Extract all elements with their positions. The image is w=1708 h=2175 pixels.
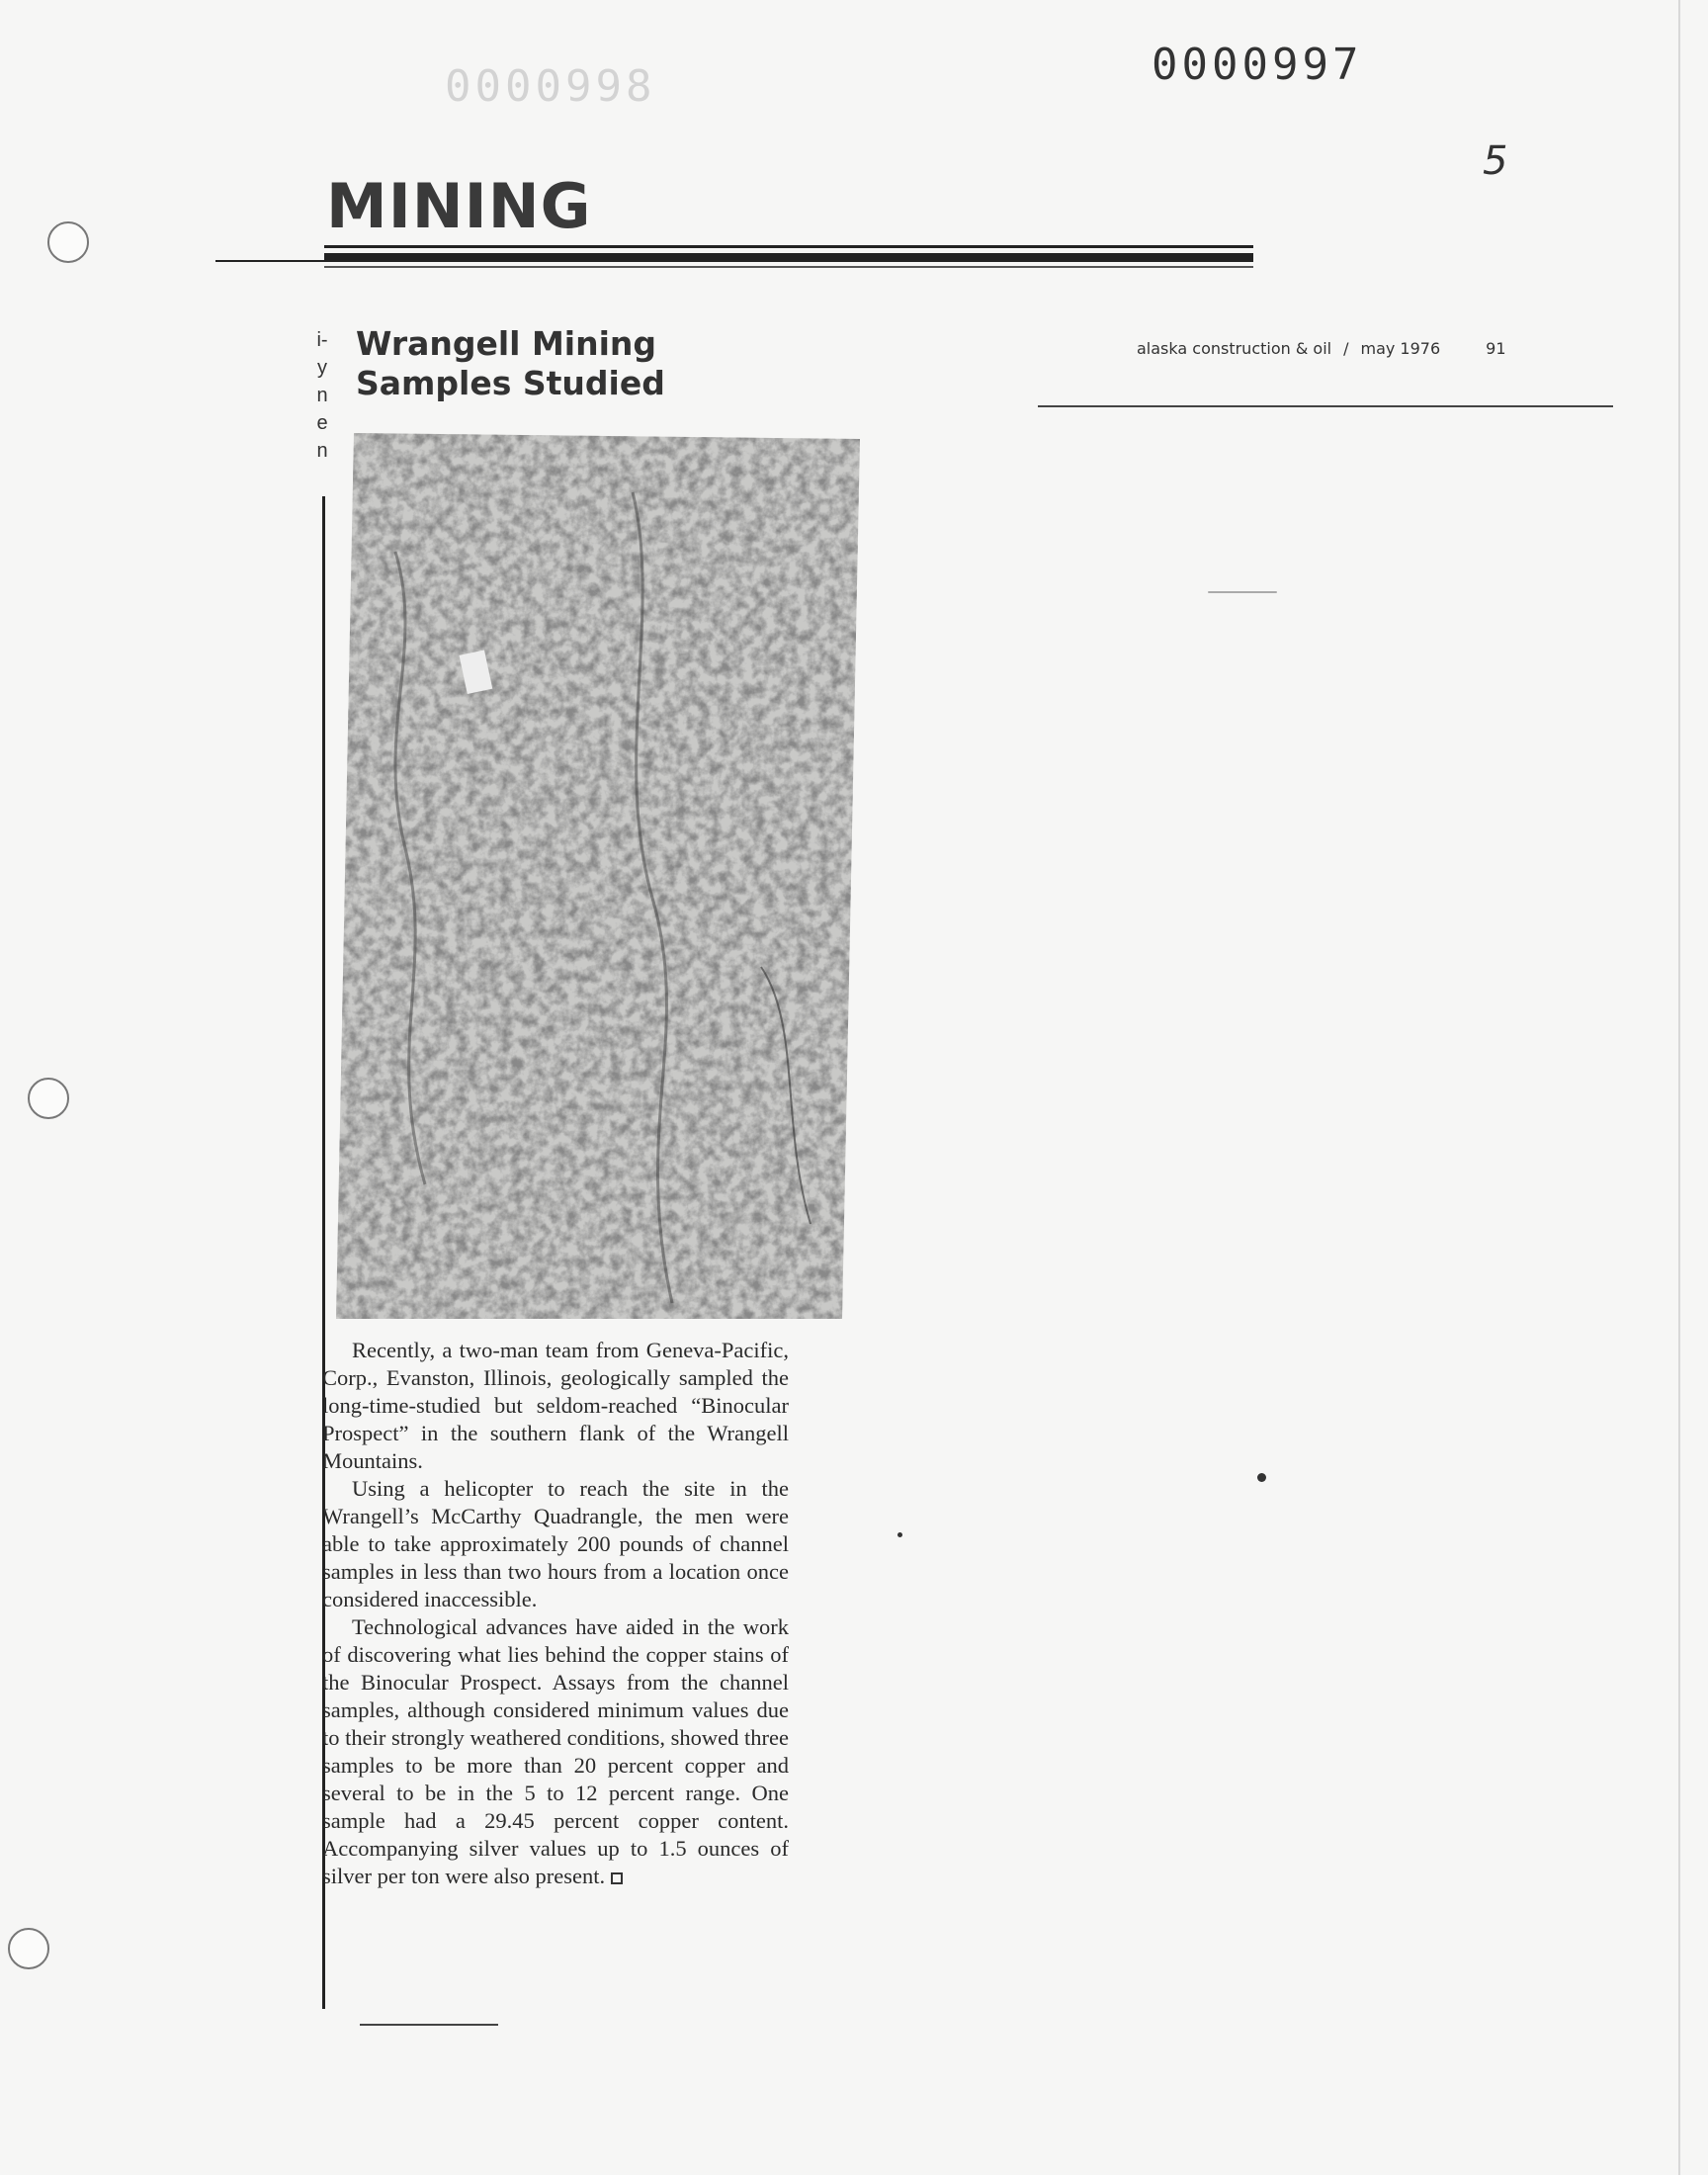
faded-document-number: 0000998	[445, 61, 656, 112]
article-end-rule	[360, 2024, 498, 2026]
margin-letter: n	[316, 440, 328, 462]
square-end-mark-icon	[611, 1872, 623, 1884]
article-paragraph-1: Recently, a two-man team from Geneva-Pacific, Corp., Evanston, Illinois, geologically sampled the long-time-studied but seldom-reached “Binocular Prospect” in the southern flank of the Wrangell Mountains.	[322, 1338, 789, 1473]
margin-letter: n	[316, 385, 328, 406]
article-paragraph-2: Using a helicopter to reach the site in the Wrangell’s McCarthy Quadrangle, the men were able to take approximately 200 pounds of channel samples in less than two hours from a location once considered inaccessible.	[322, 1476, 789, 1611]
punch-hole-top	[47, 221, 89, 263]
byline-separator: /	[1343, 339, 1349, 358]
byline-rule	[1038, 405, 1613, 407]
publication-name: alaska construction & oil	[1137, 339, 1332, 358]
margin-letters	[312, 326, 332, 465]
headline-line-2: Samples Studied	[356, 364, 665, 402]
article-paragraph-3	[322, 1613, 789, 1890]
publication-page-number: 91	[1486, 339, 1506, 358]
publication-date: may 1976	[1360, 339, 1441, 358]
publication-byline	[1137, 339, 1506, 358]
article-headline	[356, 324, 751, 403]
section-rule-thick	[324, 253, 1253, 262]
section-rule-thin-left	[215, 260, 324, 262]
margin-letter: e	[316, 412, 328, 434]
document-number: 0000997	[1152, 40, 1363, 90]
article-body	[322, 1337, 789, 1890]
section-title: MINING	[326, 170, 592, 242]
section-rule-underline	[324, 266, 1253, 268]
margin-letter: i-	[316, 329, 328, 351]
margin-letter: y	[317, 357, 327, 379]
ink-speck	[1208, 591, 1277, 593]
headline-line-1: Wrangell Mining	[356, 324, 657, 363]
section-rule-thin	[324, 245, 1253, 248]
article-paragraph-3-text: Technological advances have aided in the work of discovering what lies behind the copper stains of the Binocular Prospect. Assays from the channel samples, although considered minimum values due to their strongly weathered conditions, showed three samples to be more than 20 percent copper and several to be in the 5 to 12 percent range. One sample had a 29.45 percent copper content. Accompanying silver values up to 1.5 ounces of silver per ton were also present.	[322, 1614, 789, 1888]
punch-hole-bottom	[8, 1928, 49, 1969]
handwritten-page-mark: 5	[1483, 138, 1508, 184]
punch-hole-middle	[28, 1078, 69, 1119]
ink-speck	[897, 1532, 902, 1537]
rock-face-photo	[336, 433, 860, 1319]
ink-speck	[1257, 1473, 1266, 1482]
